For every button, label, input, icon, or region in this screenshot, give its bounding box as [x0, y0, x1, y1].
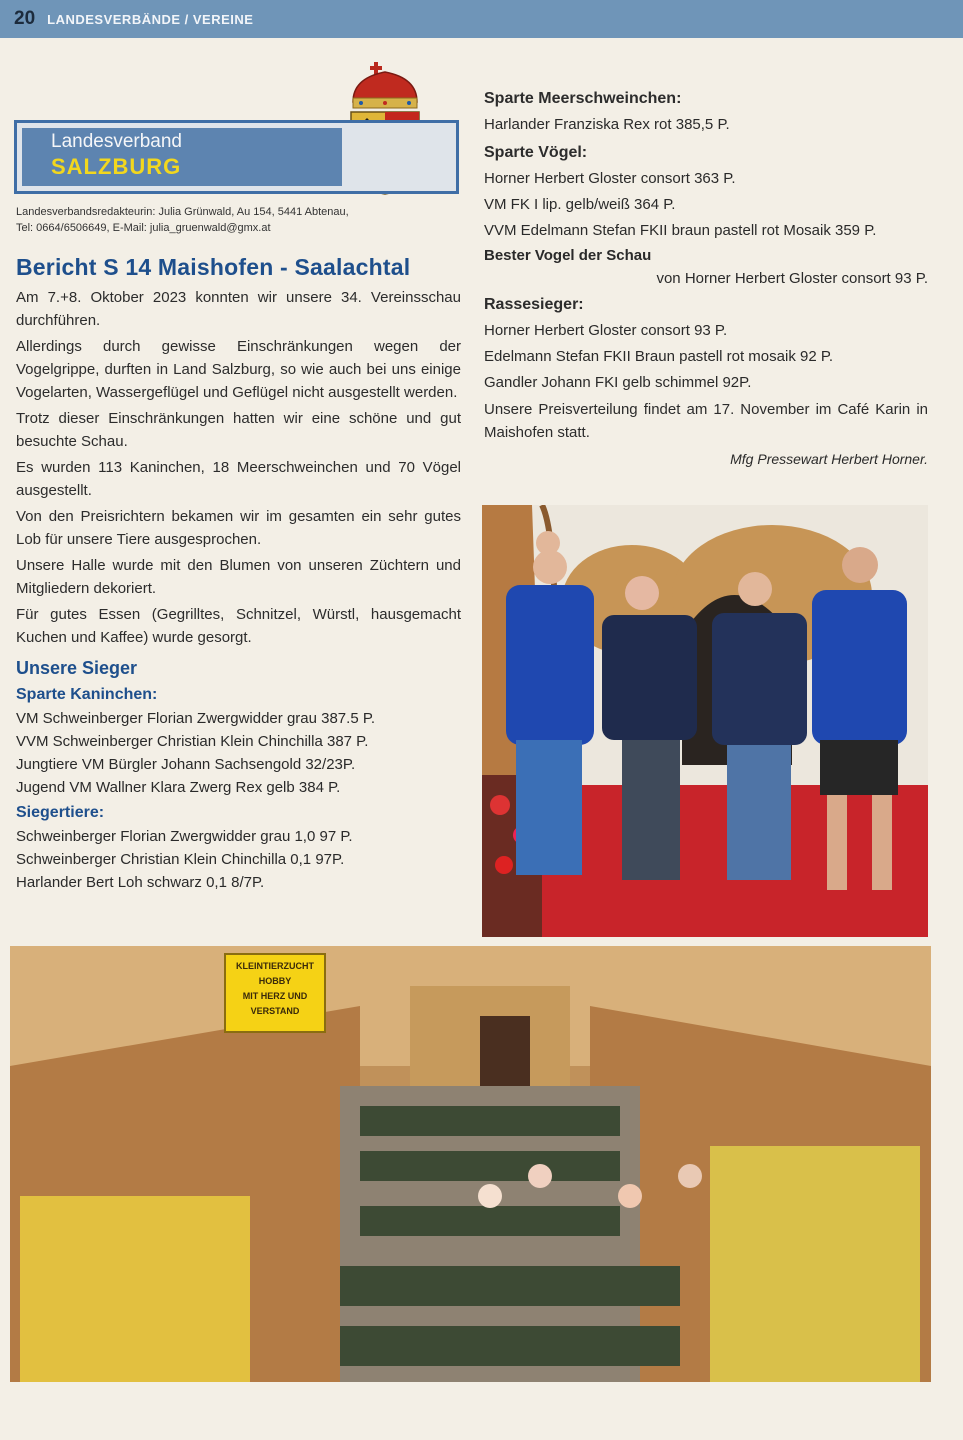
rassesieger-heading: Rassesieger: — [484, 296, 584, 313]
list-item: VVM Schweinberger Christian Klein Chinchilla 387 P. — [16, 733, 369, 750]
list-item: Horner Herbert Gloster consort 93 P. — [484, 322, 728, 339]
best-bird: von Horner Herbert Gloster consort 93 P. — [656, 270, 928, 287]
banner-text: HOBBY — [258, 976, 292, 986]
paragraph: Trotz dieser Einschränkungen hatten wir eine schöne und gut besuchte Schau. — [16, 410, 461, 450]
page-header — [0, 0, 963, 38]
meerschweinchen-heading: Sparte Meerschweinchen: — [484, 90, 682, 107]
section-title: LANDESVERBÄNDE / VEREINE — [47, 11, 254, 27]
article-title: Bericht S 14 Maishofen - Saalachtal — [16, 254, 411, 280]
kaninchen-list — [16, 707, 461, 799]
list-item: Harlander Franziska Rex rot 385,5 P. — [484, 116, 730, 133]
article-right-column — [484, 84, 928, 471]
siegertiere-heading: Siegertiere: — [16, 804, 105, 821]
editor-contact: Landesverbandsredakteurin: Julia Grünwald, Au 154, 5441 Abtenau, Tel: 0664/6506649, E-Mail: julia_gruenwald@gmx.at — [16, 206, 349, 234]
signature: Mfg Pressewart Herbert Horner. — [730, 451, 928, 467]
exhibition-hall-photo — [10, 946, 931, 1382]
article-left-column — [16, 252, 461, 894]
group-photo — [482, 505, 928, 937]
banner-text: VERSTAND — [250, 1006, 300, 1016]
landesverband-banner — [14, 120, 459, 194]
paragraph: Es wurden 113 Kaninchen, 18 Meerschweinchen und 70 Vögel ausgestellt. — [16, 459, 461, 499]
paragraph: Von den Preisrichtern bekamen wir im gesamten ein sehr gutes Lob für unsere Tiere ausgesprochen. — [16, 508, 461, 548]
siegertiere-list — [16, 825, 461, 894]
banner-line1: Landesverband — [51, 131, 182, 152]
list-item: VM FK I lip. gelb/weiß 364 P. — [484, 196, 676, 213]
list-item: Edelmann Stefan FKII Braun pastell rot mosaik 92 P. — [484, 348, 834, 365]
paragraph: Allerdings durch gewisse Einschränkungen wegen der Vogelgrippe, durften in Land Salzburg, so wie auch bei uns einige Vogelarten, Wassergeflügel und Geflügel nicht ausgestellt werden. — [16, 338, 461, 401]
list-item: Schweinberger Christian Klein Chinchilla 0,1 97P. — [16, 851, 345, 868]
banner-text: MIT HERZ UND — [242, 991, 308, 1001]
list-item: VM Schweinberger Florian Zwergwidder grau 387.5 P. — [16, 710, 376, 727]
voegel-heading: Sparte Vögel: — [484, 144, 588, 161]
list-item: Horner Herbert Gloster consort 363 P. — [484, 170, 736, 187]
list-item: Gandler Johann FKI gelb schimmel 92P. — [484, 374, 752, 391]
paragraph: Unsere Halle wurde mit den Blumen von unseren Züchtern und Mitgliedern dekoriert. — [16, 557, 461, 597]
list-item: Schweinberger Florian Zwergwidder grau 1,0 97 P. — [16, 828, 353, 845]
paragraph: Am 7.+8. Oktober 2023 konnten wir unsere 34. Vereinsschau durchführen. — [16, 289, 461, 329]
list-item: VVM Edelmann Stefan FKII braun pastell rot Mosaik 359 P. — [484, 222, 877, 239]
list-item: Jugend VM Wallner Klara Zwerg Rex gelb 384 P. — [16, 779, 341, 796]
list-item: Harlander Bert Loh schwarz 0,1 8/7P. — [16, 874, 265, 891]
winners-heading: Unsere Sieger — [16, 658, 138, 678]
closing-text: Unsere Preisverteilung findet am 17. November im Café Karin in Maishofen statt. — [484, 401, 928, 441]
page-number: 20 — [14, 8, 36, 29]
list-item: Jungtiere VM Bürgler Johann Sachsengold 32/23P. — [16, 756, 356, 773]
hobby-banner — [225, 954, 325, 1032]
banner-line2: SALZBURG — [51, 154, 182, 179]
best-bird-heading: Bester Vogel der Schau — [484, 247, 652, 264]
banner-text: KLEINTIERZUCHT — [236, 961, 314, 971]
kaninchen-heading: Sparte Kaninchen: — [16, 686, 158, 703]
paragraph: Für gutes Essen (Gegrilltes, Schnitzel, Würstl, hausgemacht Kuchen und Kaffee) wurde gesorgt. — [16, 606, 461, 646]
